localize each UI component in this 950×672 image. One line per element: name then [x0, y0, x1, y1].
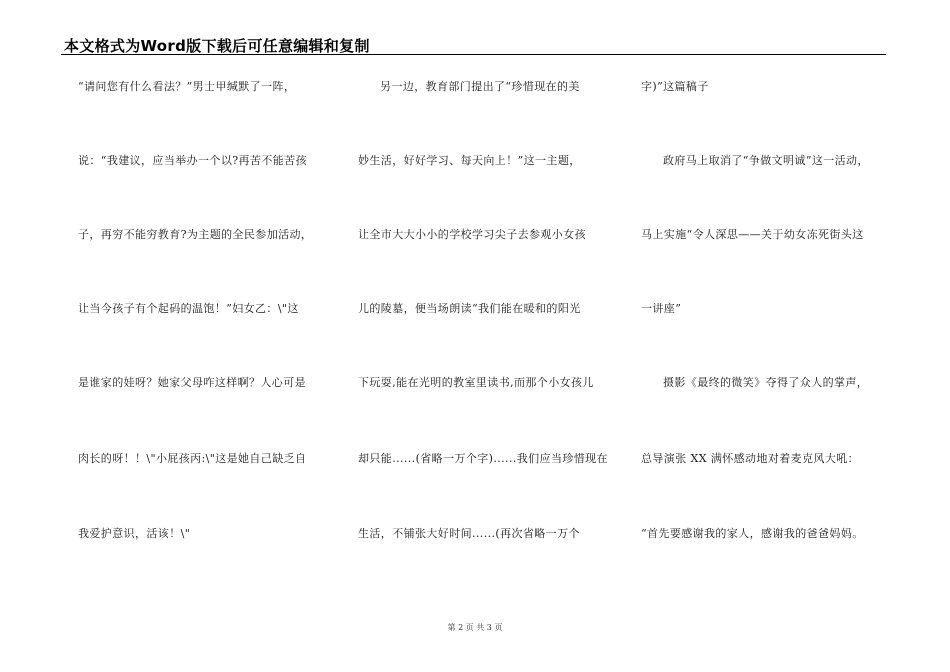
column-1-line-6: 肉长的呀！！\"小屁孩丙:\"这是她自己缺乏自 — [78, 452, 307, 465]
column-2-line-5: 下玩耍,能在光明的教室里读书,而那个小女孩儿 — [358, 376, 594, 389]
column-3-line-2: 政府马上取消了“争做文明诚”这一活动， — [663, 154, 869, 167]
document-header-title: 本文格式为Word版下载后可任意编辑和复制 — [64, 37, 370, 55]
column-3-line-6: 总导演张 XX 满怀感动地对着麦克风大吼： — [641, 452, 860, 465]
column-3-line-7: “首先要感谢我的家人，感谢我的爸爸妈妈。 — [641, 527, 864, 540]
column-2-line-4: 儿的陵墓，便当场朗读“我们能在暖和的阳光 — [358, 302, 581, 315]
column-3-line-5: 摄影《最终的微笑》夺得了众人的掌声， — [663, 376, 869, 389]
column-1-line-2: 说：“我建议，应当举办一个以?再苦不能苦孩 — [78, 154, 307, 167]
header-divider — [61, 54, 886, 55]
text-column-1 — [78, 71, 328, 571]
column-1-line-7: 我爱护意识，活该！\" — [78, 527, 191, 540]
column-2-line-6: 却只能......(省略一万个字)......我们应当珍惜现在 — [358, 452, 608, 465]
column-1-line-4: 让当今孩子有个起码的温饱！”妇女乙：\"这 — [78, 302, 299, 315]
column-1-line-3: 子，再穷不能穷教育?为主题的全民参加活动， — [78, 228, 313, 241]
column-3-line-1: 字)”这篇稿子 — [641, 80, 709, 93]
column-3-line-3: 马上实施“令人深思——关于幼女冻死街头这 — [641, 228, 864, 241]
column-3-line-4: 一讲座” — [641, 302, 682, 315]
column-2-line-3: 让全市大大小小的学校学习尖子去参观小女孩 — [358, 228, 586, 241]
column-2-line-2: 妙生活，好好学习、每天向上！”这一主题， — [358, 154, 581, 167]
column-2-line-7: 生活，不铺张大好时间......(再次省略一万个 — [358, 527, 580, 540]
text-column-3 — [641, 71, 891, 571]
column-2-line-1: 另一边，教育部门提出了“珍惜现在的美 — [380, 80, 580, 93]
page-number: 第 2 页 共 3 页 — [447, 623, 503, 632]
column-1-line-5: 是谁家的娃呀？她家父母咋这样啊？人心可是 — [78, 376, 306, 389]
column-1-line-1: “请问您有什么看法？”男士甲缄默了一阵， — [78, 80, 296, 93]
text-column-2 — [358, 71, 610, 571]
